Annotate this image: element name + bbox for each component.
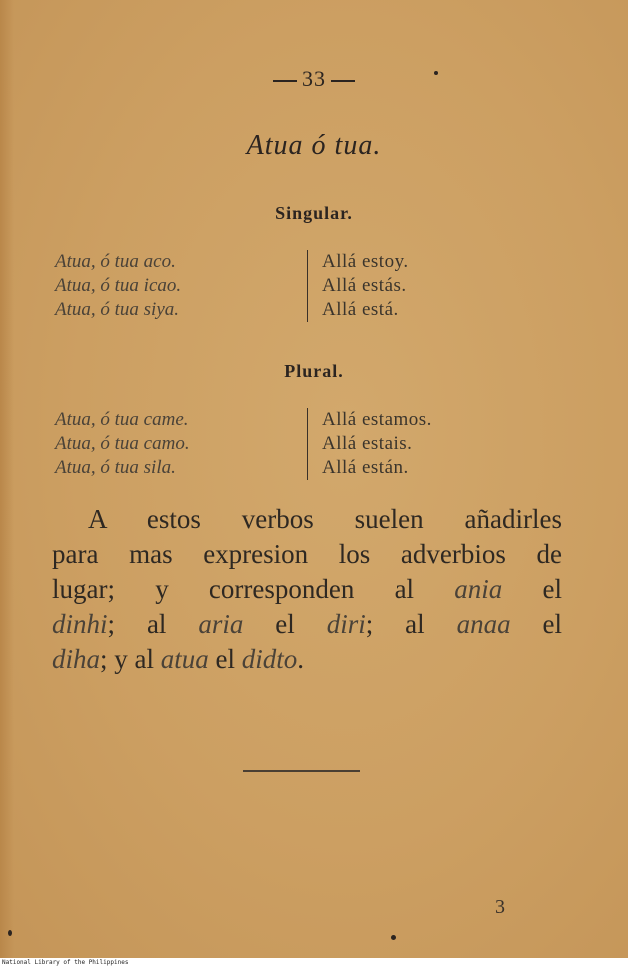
page-title: Atua ó tua.	[246, 130, 382, 161]
spanish-form: Allá estoy.	[322, 251, 409, 272]
text-run: ; al	[107, 609, 167, 639]
footer-credit: National Library of the Philippines	[2, 959, 129, 966]
table-row	[55, 432, 575, 456]
paragraph-line	[52, 572, 562, 607]
column-divider	[307, 408, 308, 432]
spanish-form: Allá estamos.	[322, 409, 432, 430]
paragraph-line: A estos verbos suelen añadirles	[88, 504, 562, 534]
table-row	[55, 250, 575, 274]
explanation-paragraph	[52, 502, 562, 677]
text-run: el	[215, 644, 236, 674]
plural-heading: Plural.	[284, 361, 344, 381]
page-number-text: 33	[302, 66, 326, 91]
spanish-form: Allá estás.	[322, 275, 407, 296]
spanish-form: Allá están.	[322, 457, 409, 478]
paragraph-line	[52, 642, 562, 677]
ink-speck	[434, 71, 438, 75]
paragraph-line: para mas expresion los adverbios de	[52, 539, 562, 569]
text-run: ; al	[365, 609, 425, 639]
table-row	[55, 274, 575, 298]
column-divider	[307, 298, 308, 322]
column-divider	[307, 432, 308, 456]
italic-term: ania	[454, 574, 503, 604]
table-row	[55, 456, 575, 480]
tagalog-form: Atua, ó tua came.	[55, 409, 189, 430]
ink-speck	[8, 930, 12, 936]
text-run: .	[297, 644, 305, 674]
paragraph-line	[52, 607, 562, 642]
italic-term: didto	[241, 644, 298, 674]
signature-mark: 3	[495, 896, 505, 918]
column-divider	[307, 250, 308, 274]
italic-term: aria	[198, 609, 244, 639]
singular-table	[55, 250, 575, 322]
italic-term: anaa	[456, 609, 511, 639]
singular-heading: Singular.	[275, 203, 353, 223]
italic-term: atua	[160, 644, 209, 674]
page-number	[0, 66, 628, 92]
italic-term: dinhi	[52, 609, 108, 639]
tagalog-form: Atua, ó tua aco.	[55, 251, 176, 272]
footer-bar	[0, 958, 628, 968]
text-run: el	[542, 609, 562, 639]
text-run: el	[275, 609, 295, 639]
table-row	[55, 408, 575, 432]
tagalog-form: Atua, ó tua siya.	[55, 299, 180, 320]
page-number-dash-right	[331, 80, 355, 82]
table-row	[55, 298, 575, 322]
spanish-form: Allá estais.	[322, 433, 413, 454]
page-number-dash-left	[273, 80, 297, 82]
ink-speck	[391, 935, 396, 940]
italic-term: diri	[326, 609, 366, 639]
text-run: el	[542, 574, 563, 604]
text-run: lugar; y corresponden al	[52, 574, 415, 604]
text-run: ; y al	[100, 644, 155, 674]
italic-term: diha	[52, 644, 101, 674]
column-divider	[307, 456, 308, 480]
tagalog-form: Atua, ó tua camo.	[55, 433, 190, 454]
column-divider	[307, 274, 308, 298]
spanish-form: Allá está.	[322, 299, 399, 320]
tagalog-form: Atua, ó tua sila.	[55, 457, 176, 478]
tagalog-form: Atua, ó tua icao.	[55, 275, 182, 296]
section-rule	[243, 770, 360, 772]
plural-table	[55, 408, 575, 480]
